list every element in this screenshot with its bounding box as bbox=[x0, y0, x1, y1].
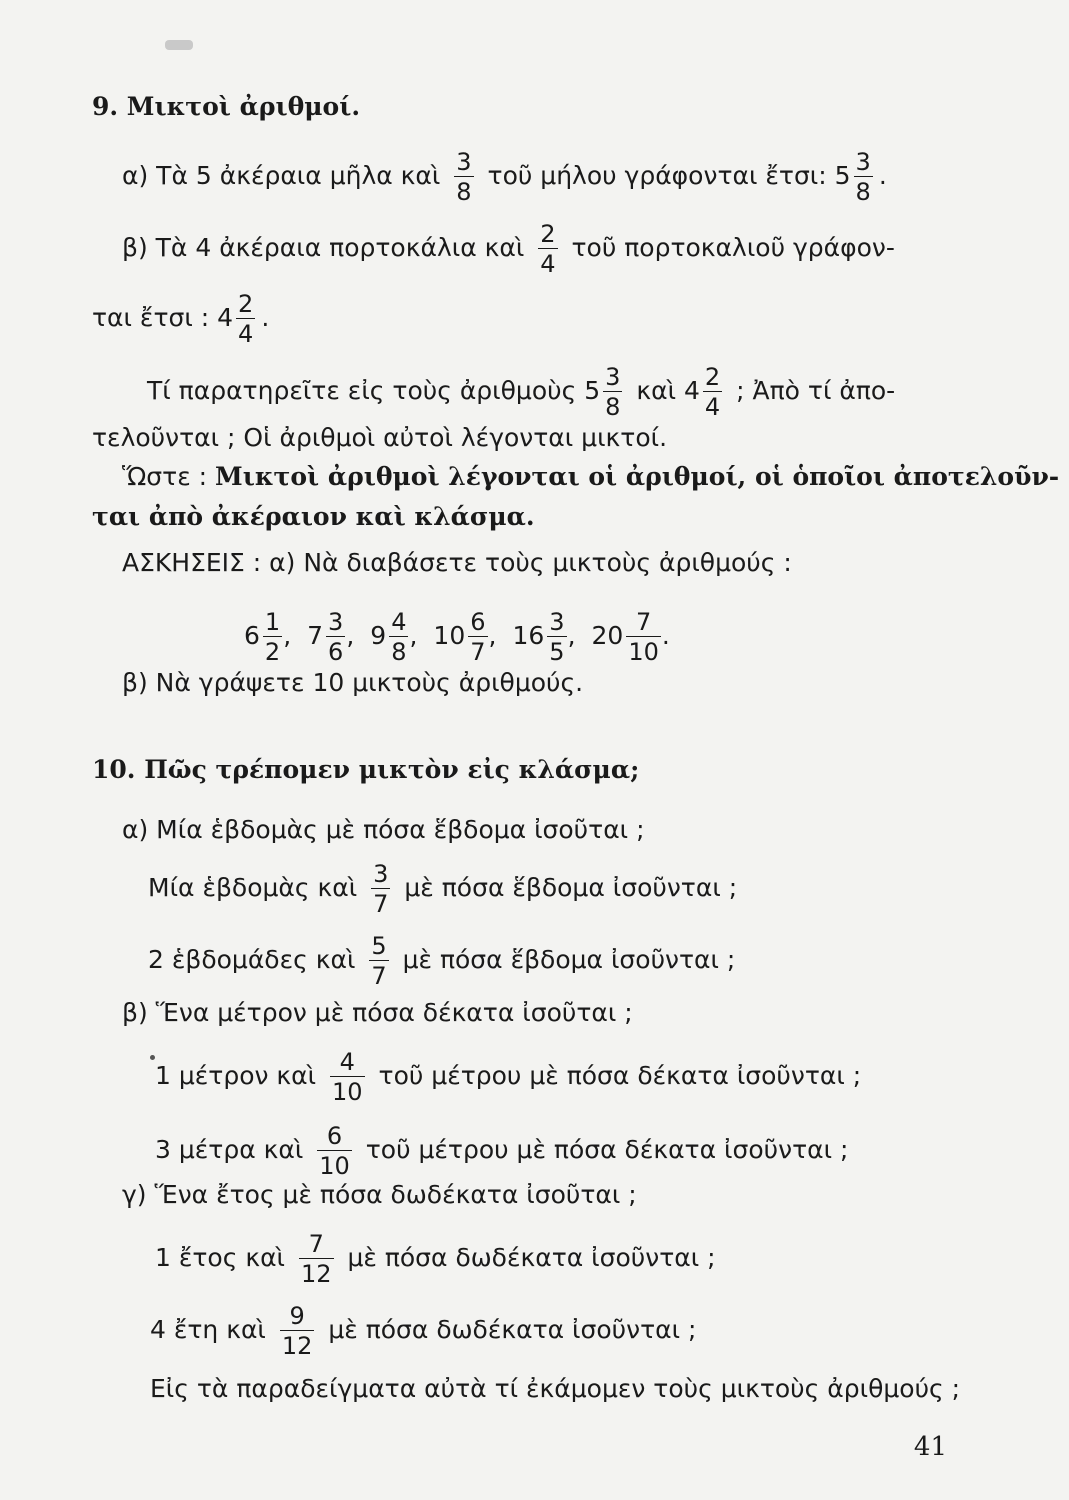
mixed-number bbox=[591, 608, 670, 666]
sec10-b1 bbox=[155, 1050, 861, 1104]
numerator: 3 bbox=[605, 363, 621, 391]
fraction bbox=[389, 610, 408, 664]
whole-part: 6 bbox=[244, 621, 260, 650]
separator: , bbox=[346, 621, 355, 650]
separator: . bbox=[661, 621, 670, 650]
text: ται ἔτσι : 4 bbox=[92, 303, 234, 332]
denominator: 10 bbox=[319, 1152, 350, 1180]
section-10-heading: 10. Πῶς τρέπομεν μικτὸν εἰς κλάσμα; bbox=[92, 755, 640, 784]
text: Ὥστε : bbox=[122, 462, 208, 491]
definition-bold: Μικτοὶ ἀριθμοὶ λέγονται οἱ ἀριθμοί, οἱ ὁποῖοι ἀποτελοῦν- bbox=[215, 462, 1060, 491]
numerator: 3 bbox=[549, 608, 565, 636]
numerator: 3 bbox=[328, 608, 344, 636]
fraction bbox=[236, 292, 255, 346]
sec9-line-b bbox=[122, 222, 895, 276]
sec9-line-b2 bbox=[92, 292, 269, 346]
whole-part: 16 bbox=[512, 621, 545, 650]
denominator: 4 bbox=[704, 393, 721, 421]
text: 4 ἔτη καὶ bbox=[150, 1315, 266, 1344]
denominator: 4 bbox=[540, 250, 556, 278]
numerator: 4 bbox=[339, 1048, 355, 1076]
ink-smudge bbox=[165, 40, 193, 50]
text: α) Τὰ 5 ἀκέραια μῆλα καὶ bbox=[122, 161, 441, 190]
denominator: 8 bbox=[605, 393, 621, 421]
text: τοῦ πορτοκαλιοῦ γράφον- bbox=[571, 233, 895, 262]
sec10-b2 bbox=[155, 1124, 848, 1178]
sec9-definition bbox=[122, 462, 1059, 492]
sec10-a1 bbox=[148, 862, 737, 916]
text: 2 ἑβδομάδες καὶ bbox=[148, 945, 356, 974]
separator: , bbox=[409, 621, 418, 650]
fraction bbox=[854, 150, 873, 204]
sec10-a: α) Μία ἑβδομὰς μὲ πόσα ἕβδομα ἰσοῦται ; bbox=[122, 815, 645, 844]
numerator: 3 bbox=[373, 860, 389, 888]
numerator: 6 bbox=[326, 1122, 343, 1150]
sec9-question-cont: τελοῦνται ; Οἱ ἀριθμοὶ αὐτοὶ λέγονται μικτοί. bbox=[92, 423, 668, 452]
separator: , bbox=[488, 621, 497, 650]
text: καὶ 4 bbox=[636, 376, 700, 405]
numerator: 1 bbox=[264, 608, 281, 636]
text: τοῦ μήλου γράφονται ἔτσι: 5 bbox=[487, 161, 851, 190]
mixed-numbers-list bbox=[244, 610, 686, 664]
text: . bbox=[878, 161, 887, 190]
fraction bbox=[299, 1232, 334, 1286]
whole-part: 20 bbox=[591, 621, 624, 650]
sec9-line-a bbox=[122, 150, 887, 204]
denominator: 7 bbox=[470, 638, 486, 666]
fraction bbox=[468, 610, 487, 664]
fraction bbox=[326, 610, 345, 664]
denominator: 12 bbox=[300, 1260, 332, 1288]
mixed-number bbox=[512, 608, 576, 666]
fraction bbox=[547, 610, 566, 664]
text: β) Τὰ 4 ἀκέραια πορτοκάλια καὶ bbox=[122, 233, 525, 262]
exercise-b: β) Νὰ γράψετε 10 μικτοὺς ἀριθμούς. bbox=[122, 668, 584, 697]
mixed-number bbox=[370, 608, 418, 666]
text: Τί παρατηρεῖτε εἰς τοὺς ἀριθμοὺς 5 bbox=[147, 376, 601, 405]
fraction bbox=[703, 365, 722, 419]
numerator: 2 bbox=[540, 220, 556, 248]
fraction bbox=[263, 610, 282, 664]
whole-part: 10 bbox=[433, 621, 466, 650]
separator: , bbox=[567, 621, 576, 650]
denominator: 2 bbox=[264, 638, 281, 666]
text: μὲ πόσα δωδέκατα ἰσοῦνται ; bbox=[347, 1243, 716, 1272]
sec10-final-question: Εἰς τὰ παραδείγματα αὐτὰ τί ἐκάμομεν τοὺς μικτοὺς ἀριθμούς ; bbox=[150, 1374, 961, 1403]
section-9-heading: 9. Μικτοὶ ἀριθμοί. bbox=[92, 92, 361, 121]
sec10-b: β) Ἕνα μέτρον μὲ πόσα δέκατα ἰσοῦται ; bbox=[122, 998, 633, 1027]
exercises-label: ΑΣΚΗΣΕΙΣ : α) Νὰ διαβάσετε τοὺς μικτοὺς ἀριθμούς : bbox=[122, 548, 792, 577]
text: τοῦ μέτρου μὲ πόσα δέκατα ἰσοῦνται ; bbox=[378, 1061, 862, 1090]
fraction bbox=[603, 365, 622, 419]
text: Μία ἑβδομὰς καὶ bbox=[148, 873, 358, 902]
fraction bbox=[626, 610, 661, 664]
text: 1 ἔτος καὶ bbox=[155, 1243, 286, 1272]
sec10-a2 bbox=[148, 934, 735, 988]
numerator: 2 bbox=[238, 290, 254, 318]
sec10-c: γ) Ἕνα ἔτος μὲ πόσα δωδέκατα ἰσοῦται ; bbox=[122, 1180, 637, 1209]
denominator: 7 bbox=[373, 890, 389, 918]
sec9-question bbox=[147, 365, 895, 419]
numerator: 5 bbox=[371, 932, 387, 960]
sec10-c2 bbox=[150, 1304, 696, 1358]
separator: , bbox=[283, 621, 292, 650]
whole-part: 7 bbox=[307, 621, 324, 650]
fraction bbox=[317, 1124, 352, 1178]
sec10-c1 bbox=[155, 1232, 716, 1286]
fraction bbox=[330, 1050, 365, 1104]
page-number: 41 bbox=[913, 1432, 947, 1462]
text: ; Ἀπὸ τί ἀπο- bbox=[736, 376, 896, 405]
denominator: 7 bbox=[371, 962, 387, 990]
text: . bbox=[261, 303, 270, 332]
fraction bbox=[280, 1304, 315, 1358]
text: 3 μέτρα καὶ bbox=[155, 1135, 304, 1164]
numerator: 3 bbox=[456, 148, 472, 176]
denominator: 5 bbox=[549, 638, 565, 666]
mixed-number bbox=[433, 608, 497, 666]
whole-part: 9 bbox=[370, 621, 387, 650]
denominator: 8 bbox=[456, 178, 472, 206]
sec9-definition-cont: ται ἀπὸ ἀκέραιον καὶ κλάσμα. bbox=[92, 502, 535, 531]
numerator: 7 bbox=[635, 608, 652, 636]
text: μὲ πόσα ἕβδομα ἰσοῦνται ; bbox=[402, 945, 736, 974]
numerator: 3 bbox=[855, 148, 871, 176]
fraction bbox=[454, 150, 473, 204]
numerator: 4 bbox=[391, 608, 407, 636]
fraction bbox=[369, 934, 388, 988]
fraction bbox=[371, 862, 390, 916]
numerator: 2 bbox=[704, 363, 721, 391]
mixed-number bbox=[244, 608, 292, 666]
fraction bbox=[538, 222, 557, 276]
denominator: 10 bbox=[332, 1078, 363, 1106]
text: μὲ πόσα δωδέκατα ἰσοῦνται ; bbox=[328, 1315, 697, 1344]
mixed-number bbox=[307, 608, 355, 666]
denominator: 8 bbox=[391, 638, 407, 666]
numerator: 6 bbox=[470, 608, 486, 636]
numerator: 9 bbox=[289, 1302, 305, 1330]
numerator: 7 bbox=[308, 1230, 324, 1258]
denominator: 8 bbox=[855, 178, 871, 206]
denominator: 6 bbox=[328, 638, 344, 666]
denominator: 4 bbox=[238, 320, 254, 348]
denominator: 12 bbox=[281, 1332, 313, 1360]
text: 1 μέτρον καὶ bbox=[155, 1061, 317, 1090]
text: τοῦ μέτρου μὲ πόσα δέκατα ἰσοῦνται ; bbox=[365, 1135, 849, 1164]
denominator: 10 bbox=[628, 638, 659, 666]
text: μὲ πόσα ἕβδομα ἰσοῦνται ; bbox=[404, 873, 738, 902]
